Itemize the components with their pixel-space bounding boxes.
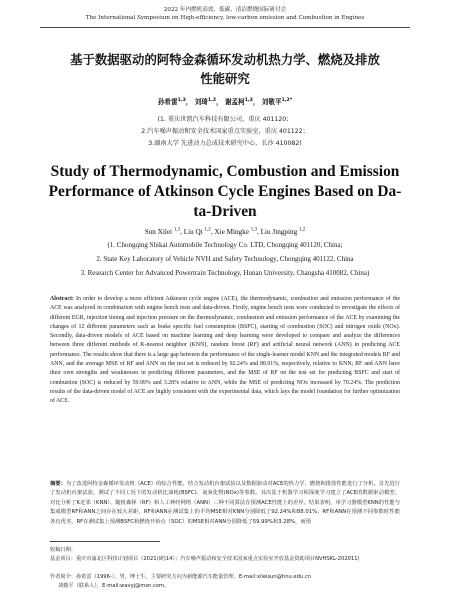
en-affiliation: (1. Chongqing Shikai Automobile Technology Co. LTD, Chongqing 401120, China; [107, 241, 343, 249]
cn-author-name: 刘琦 [194, 98, 208, 106]
en-author-name: Sun Xilei [144, 228, 173, 236]
abstract-label: Abstract: [50, 296, 74, 302]
header-line-cn: 2022 年内燃机高效、低碳、清洁燃烧国际研讨会 [163, 7, 287, 13]
header-divider [40, 27, 410, 28]
chinese-abstract [50, 480, 400, 527]
english-abstract [50, 295, 400, 407]
footnote-divider [50, 541, 160, 542]
cn-author-list: 孙希雷$^{1,3}$， 刘琦$^{1,2}$， 谢孟柯$^{1,3}$， 刘敬平$^{1,2*}$ [157, 97, 293, 106]
cn-author-name: 孙希雷 [157, 98, 178, 106]
footnote-corresponding: 刘敬平（联系人），E-mail:wavyj@msn.com。 [58, 583, 170, 589]
cn-affiliation: 3.湖南大学 先进动力总成技术研究中心，长沙 410082) [148, 140, 302, 147]
cn-affiliation: 2.汽车噪声振动和安全技术国家重点实验室，重庆 401122； [141, 128, 309, 135]
en-author-sup: 1,2 [298, 227, 306, 233]
en-author-name: Xie Mingke [214, 228, 249, 236]
cn-title-line1: 基于数据驱动的阿特金森循环发动机热力学、燃烧及排放 [70, 52, 380, 67]
cn-author-sup: 1,2 [207, 97, 217, 103]
en-title-line3: ta-Driven [193, 203, 257, 220]
cn-title-line2: 性能研究 [200, 71, 250, 86]
cn-author-name: 刘敬平 [261, 98, 282, 106]
cn-author-name: 谢孟柯 [224, 98, 245, 106]
header-line-en: The International Symposium on High-efficiency, low-carbon emission and Combustion in Engines [85, 15, 365, 21]
en-author-sup: 1,2 [204, 227, 211, 233]
footnote-received: 收稿日期： [50, 547, 76, 553]
en-title-line2: Performance of Atkinson Cycle Engines Based on Da- [48, 183, 402, 200]
en-author-name: Liu Qi [183, 228, 203, 236]
en-title-line1: Study of Thermodynamic, Combustion and Emission [50, 163, 400, 180]
footnote-fund: 基金项目：重庆市渝北区科技计划项目（2021(研)14）；汽车噪声振动和安全技术国家重点实验室开放基金资助项目NVHSKL-202011) [50, 556, 360, 562]
cn-author-sup: 1,2* [281, 97, 293, 103]
en-author-sup: 1,3 [250, 227, 258, 233]
cn-affiliation: (1. 重庆世凯汽车科技有限公司，重庆 401120； [157, 116, 293, 123]
footnote-author-bio: 作者简介：孙希雷（1996-），男，博士生，主要研究方向为新能源汽车能量管理。E-mail:xileisun@hnu.edu.cn [50, 574, 311, 580]
en-author-list: Sun Xilei $^{1,3}$, Liu Qi $^{1,2}$, Xie Mingke $^{1,3}$, Liu Jingping $^{1,2}$ [144, 227, 306, 236]
en-author-name: Liu Jingping [260, 228, 298, 236]
en-author-sup: 1,3 [173, 227, 181, 233]
cn-author-sup: 1,3 [177, 97, 186, 103]
cn-abstract-label: 摘要： [50, 481, 66, 487]
en-affiliation: 3. Research Center for Advanced Powertrain Technology, Hunan University, Changsha 410082, China) [80, 269, 370, 277]
cn-author-sup: 1,3 [244, 97, 253, 103]
en-affiliation: 2. State Key Laboratory of Vehicle NVH and Safety Technology, Chongqing 401122, China [96, 255, 354, 263]
abstract-text: In order to develop a more efficient Atkinson cycle engine (ACE), the thermodynamic, combustion and emission performance of the ACE was analyzed in combination with engine bench tests and data-driven. Firstly, engine bench tests were conducted to investigate the effects of different EGR, injection timing and injection pressure on the thermodynamic, combustion and emission performance of the ACE by examining the changes of 12 different parameters such as brake specific fuel consumption (BSFC), starting of combustion (SOC) and nitrogen oxide (NOx). Secondly, data-driven models of ACE based on machine learning and deep learning were developed to compare and analyze the differences between three different methods of K-nearest neighbor (KNN), random forest (RF) and artificial neural network (ANN) in predicting ACE performance. The results show that there is a large gap between the performance of the single-learner model KNN and the integrated models RF and ANN, and the average MSE of RF and ANN on the test set is reduced by 92.24% and 88.01%, respectively, relative to KNN; RF and ANN have their own strengths and weaknesses in predicting different parameters, and the MSE of RF on the test set for predicting BSFC and start of combustion (SOC) is reduced by 59.99% and 3.28% relative to ANN, while the MSE of predicting NOx increased by 70.24%. The prediction results of the data-driven model of ACE are highly consistent with the experimental data, which lays the model foundation for further optimization of ACE. [50, 296, 400, 405]
cn-abstract-text: 为了改进阿特金森循环发动机（ACE）的综合性能，结合发动机台架试验以及数据驱动对ACE的热力学、燃烧和排放性能进行了分析。首先进行了发动机台架试验，测试了不同工况下的发动机比油耗(BSFC)、氮氧化物(NOx)等参数。其次基于机器学习和深度学习建立了ACE的数据驱动模型，对比分析了K近邻（KNN）、随机森林（RF）和人工神经网络（ANN）三种不同算法在预测ACE性能上的差异。结果表明，单学习器模型KNN的性能与集成模型RF和ANN之间存在较大差距，RF和ANN在测试集上的平均MSE相对KNN分别降低了92.24%和88.01%；RF和ANN在预测不同参数时性能各有优劣，RF在测试集上预测BSFC和燃烧开始点（SOC）的MSE相对ANN分别降低了59.99%和3.28%，而预 [50, 481, 400, 525]
